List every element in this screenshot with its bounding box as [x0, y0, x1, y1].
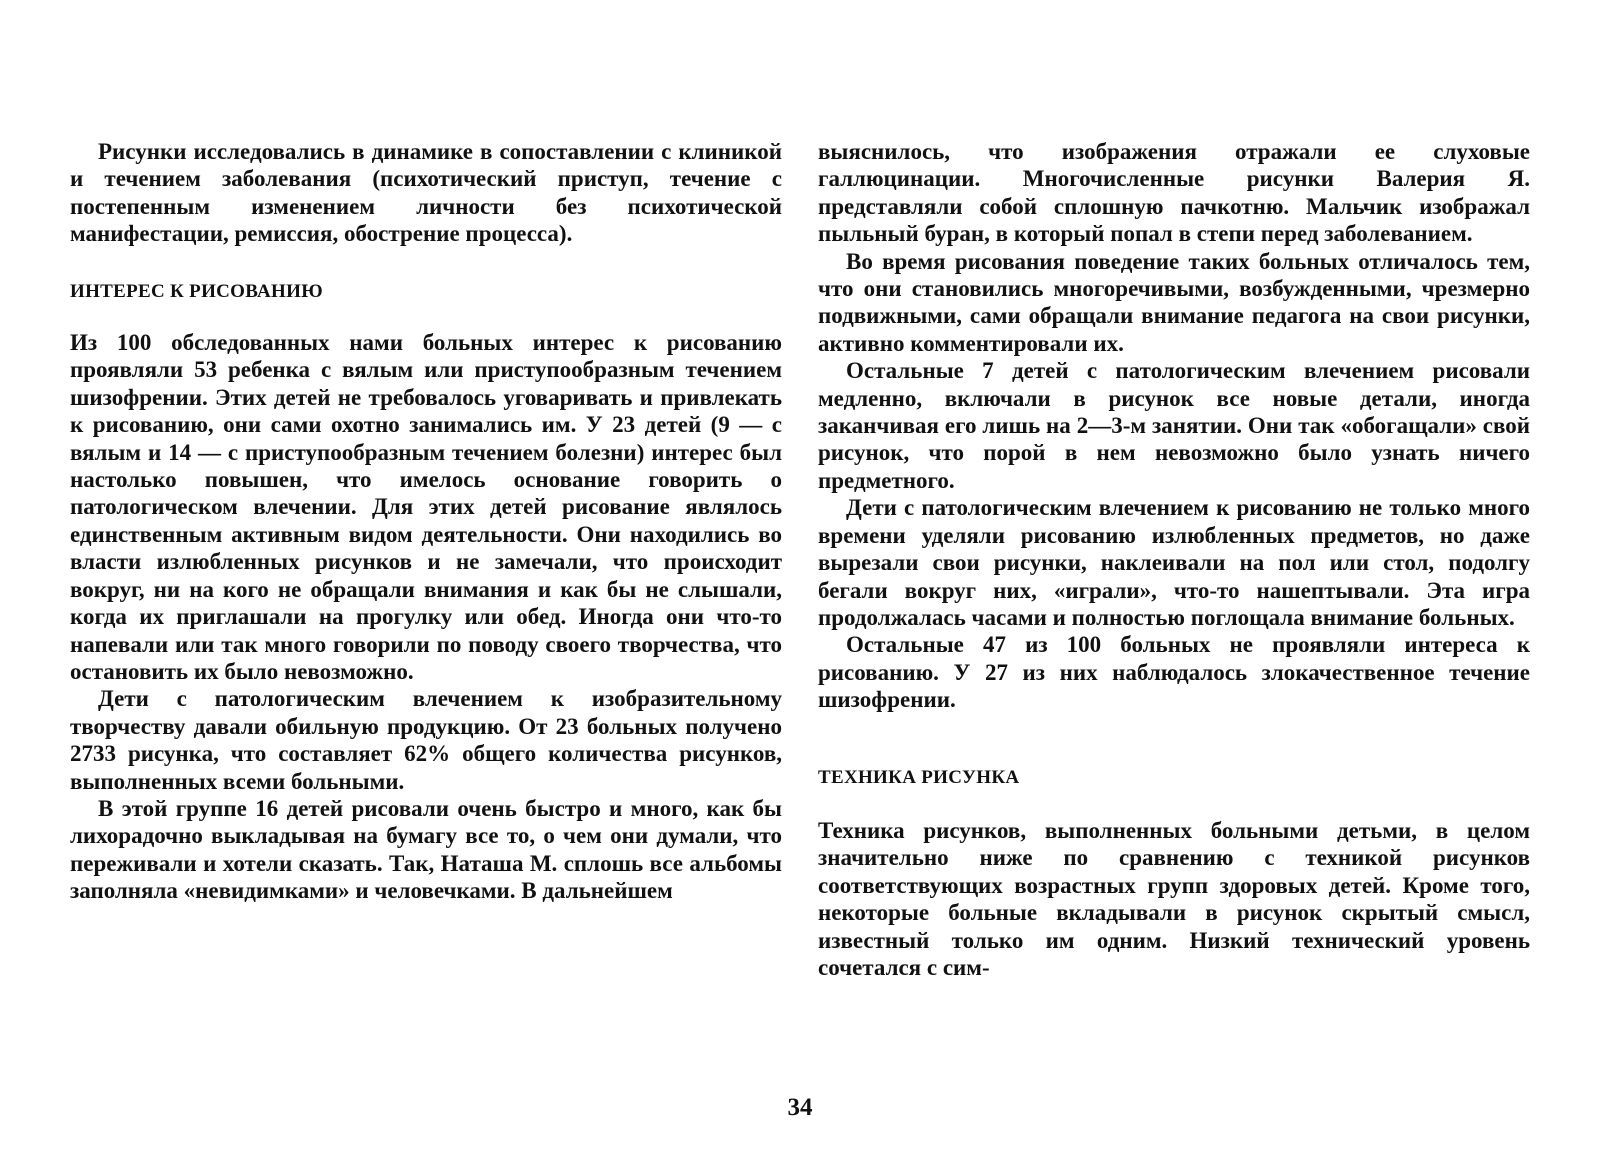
paragraph: Техника рисунков, выполненных больными детьми, в целом значительно ниже по сравнению с техникой рисунков соответствующих возрастных групп здоровых детей. Кроме того, некоторые больные вкладывали в рисунок скрытый смысл, известный только им одним. Низкий технический уровень сочетался с сим-	[818, 817, 1530, 980]
paragraph: выяснилось, что изображения отражали ее слуховые галлюцинации. Многочисленные рисунки Валерия Я. представляли собой сплошную пачкотню. Мальчик изображал пыльный буран, в который попал в степи перед заболеванием.	[818, 139, 1530, 247]
paragraph: Во время рисования поведение таких больных отличалось тем, что они становились многоречивыми, возбужденными, чрезмерно подвижными, сами обращали внимание педагога на свои рисунки, активно комментировали их.	[818, 248, 1530, 356]
right-text-column	[818, 138, 1530, 981]
paragraph: Из 100 обследованных нами больных интерес к рисованию проявляли 53 ребенка с вялым или приступообразным течением шизофрении. Этих детей не требовалось уговаривать и привлекать к рисованию, они сами охотно занимались им. У 23 детей (9 — с вялым и 14 — с приступообразным течением болезни) интерес был настолько повышен, что имелось основание говорить о патологическом влечении. Для этих детей рисование являлось единственным активным видом деятельности. Они находились во власти излюбленных рисунков и не замечали, что происходит вокруг, ни на кого не обращали внимания и как бы не слышали, когда их приглашали на прогулку или обед. Иногда они что-то напевали или так много говорили по поводу своего творчества, что остановить их было невозможно.	[70, 330, 782, 684]
section-heading: ИНТЕРЕС К РИСОВАНИЮ	[70, 280, 323, 302]
paragraph: Дети с патологическим влечением к изобразительному творчеству давали обильную продукцию. От 23 больных получено 2733 рисунка, что составляет 62% общего количества рисунков, выполненных всеми больными.	[70, 686, 782, 794]
section-heading: ТЕХНИКА РИСУНКА	[818, 766, 1020, 788]
paragraph: В этой группе 16 детей рисовали очень быстро и много, как бы лихорадочно выкладывая на бумагу все то, о чем они думали, что переживали и хотели сказать. Так, Наташа М. сплошь все альбомы заполняла «невидимками» и человечками. В дальнейшем	[70, 795, 782, 904]
paragraph: Рисунки исследовались в динамике в сопоставлении с клиникой и течением заболевания (психотический приступ, течение с постепенным изменением личности без психотической манифестации, ремиссия, обострение процесса).	[70, 139, 782, 247]
paragraph: Остальные 7 детей с патологическим влечением рисовали медленно, включали в рисунок все новые детали, иногда заканчивая его лишь на 2—3-м занятии. Они так «обогащали» свой рисунок, что порой в нем невозможно было узнать ничего предметного.	[818, 358, 1530, 493]
left-text-column	[70, 138, 782, 905]
page-number: 34	[787, 1094, 813, 1121]
paragraph: Дети с патологическим влечением к рисованию не только много времени уделяли рисованию излюбленных предметов, но даже вырезали свои рисунки, наклеивали на пол или стол, подолгу бегали вокруг них, «играли», что-то нашептывали. Эта игра продолжалась часами и полностью поглощала внимание больных.	[818, 495, 1530, 630]
paragraph: Остальные 47 из 100 больных не проявляли интереса к рисованию. У 27 из них наблюдалось злокачественное течение шизофрении.	[818, 632, 1530, 713]
